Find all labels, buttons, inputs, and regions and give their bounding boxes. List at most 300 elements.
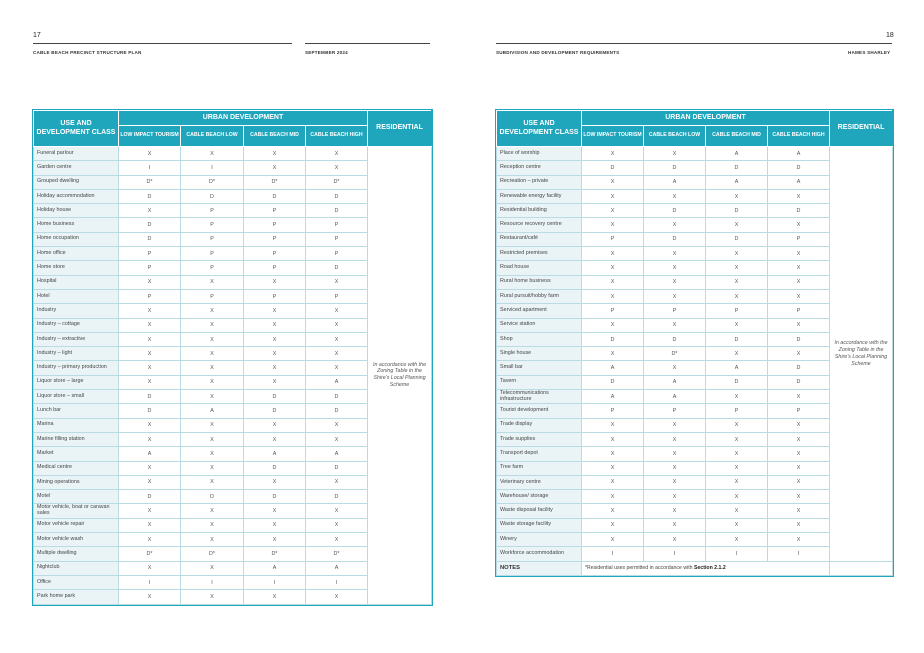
permissibility-cell: I (244, 575, 306, 589)
permissibility-cell: I (119, 575, 181, 589)
header-low-impact-tourism: LOW IMPACT TOURISM (582, 126, 644, 147)
permissibility-cell: X (582, 461, 644, 475)
table-row (497, 147, 893, 161)
permissibility-cell: X (244, 318, 306, 332)
permissibility-cell: X (706, 289, 768, 303)
permissibility-cell: X (582, 347, 644, 361)
permissibility-cell: D (306, 490, 368, 504)
permissibility-cell: X (582, 175, 644, 189)
permissibility-cell: X (181, 432, 244, 446)
permissibility-cell: X (244, 533, 306, 547)
permissibility-cell: D* (306, 175, 368, 189)
running-header-date: SEPTEMBER 2024 (305, 50, 348, 55)
permissibility-cell: D* (244, 547, 306, 561)
use-class-cell: Holiday accommodation (34, 189, 119, 203)
permissibility-cell: P (181, 204, 244, 218)
permissibility-cell: D (644, 232, 706, 246)
permissibility-cell: D (119, 390, 181, 404)
notes-text (582, 561, 830, 575)
zoning-table-left (33, 110, 432, 605)
permissibility-cell: X (244, 361, 306, 375)
permissibility-cell: D (706, 332, 768, 346)
permissibility-cell: X (244, 590, 306, 604)
permissibility-cell: D* (119, 175, 181, 189)
permissibility-cell: X (582, 447, 644, 461)
permissibility-cell: P (306, 247, 368, 261)
permissibility-cell: X (644, 475, 706, 489)
permissibility-cell: P (582, 304, 644, 318)
zoning-table-right (496, 110, 893, 576)
use-class-cell: Shop (497, 332, 582, 346)
permissibility-cell: P (181, 247, 244, 261)
permissibility-cell: X (181, 447, 244, 461)
residential-note: In accordance with the Zoning Table in the Shire's Local Planning Scheme (830, 147, 893, 562)
permissibility-cell: X (181, 275, 244, 289)
use-class-cell: Resource recovery centre (497, 218, 582, 232)
permissibility-cell: P (582, 232, 644, 246)
permissibility-cell: X (582, 189, 644, 203)
permissibility-cell: D (181, 490, 244, 504)
permissibility-cell: X (768, 461, 830, 475)
permissibility-cell: P (706, 304, 768, 318)
permissibility-cell: X (706, 275, 768, 289)
permissibility-cell: P (244, 218, 306, 232)
use-class-cell: Hospital (34, 275, 119, 289)
permissibility-cell: X (119, 361, 181, 375)
permissibility-cell: X (306, 475, 368, 489)
permissibility-cell: X (181, 533, 244, 547)
permissibility-cell: X (644, 361, 706, 375)
permissibility-cell: A (306, 447, 368, 461)
permissibility-cell: D (582, 332, 644, 346)
permissibility-cell: A (768, 175, 830, 189)
permissibility-cell: X (706, 318, 768, 332)
use-class-cell: Place of worship (497, 147, 582, 161)
permissibility-cell: X (306, 304, 368, 318)
use-class-cell: Home business (34, 218, 119, 232)
use-class-cell: Warehouse/ storage (497, 490, 582, 504)
permissibility-cell: X (306, 533, 368, 547)
permissibility-cell: X (181, 375, 244, 389)
use-class-cell: Motor vehicle wash (34, 533, 119, 547)
permissibility-cell: X (181, 418, 244, 432)
permissibility-cell: X (306, 147, 368, 161)
permissibility-cell: X (706, 218, 768, 232)
header-residential: RESIDENTIAL (368, 111, 432, 147)
header-urban-development: URBAN DEVELOPMENT (582, 111, 830, 126)
permissibility-cell: D* (306, 547, 368, 561)
permissibility-cell: X (181, 318, 244, 332)
permissibility-cell: X (306, 275, 368, 289)
permissibility-cell: X (119, 204, 181, 218)
permissibility-cell: X (768, 533, 830, 547)
use-class-cell: Garden centre (34, 161, 119, 175)
use-class-cell: Medical centre (34, 461, 119, 475)
use-class-cell: Workforce accommodation (497, 547, 582, 561)
use-class-cell: Rural pursuit/hobby farm (497, 289, 582, 303)
notes-body: *Residential uses permitted in accordance with (585, 565, 694, 572)
permissibility-cell: X (119, 332, 181, 346)
permissibility-cell: D (582, 375, 644, 389)
permissibility-cell: D (644, 204, 706, 218)
permissibility-cell: P (582, 404, 644, 418)
permissibility-cell: X (582, 533, 644, 547)
permissibility-cell: A (306, 561, 368, 575)
permissibility-cell: X (582, 147, 644, 161)
permissibility-cell: X (582, 432, 644, 446)
use-class-cell: Single house (497, 347, 582, 361)
permissibility-cell: D (244, 461, 306, 475)
permissibility-cell: X (582, 218, 644, 232)
permissibility-cell: X (644, 504, 706, 518)
header-low-impact-tourism: LOW IMPACT TOURISM (119, 126, 181, 147)
running-header-section: SUBDIVISION AND DEVELOPMENT REQUIREMENTS (496, 50, 620, 55)
permissibility-cell: D (306, 204, 368, 218)
use-class-cell: Renewable energy facility (497, 189, 582, 203)
use-class-cell: Home office (34, 247, 119, 261)
header-cable-beach-low: CABLE BEACH LOW (181, 126, 244, 147)
permissibility-cell: D (119, 189, 181, 203)
use-class-cell: Small bar (497, 361, 582, 375)
permissibility-cell: A (706, 361, 768, 375)
permissibility-cell: A (706, 175, 768, 189)
permissibility-cell: D (306, 404, 368, 418)
permissibility-cell: X (244, 347, 306, 361)
permissibility-cell: X (706, 475, 768, 489)
permissibility-cell: P (181, 289, 244, 303)
permissibility-cell: X (244, 275, 306, 289)
permissibility-cell: D (119, 218, 181, 232)
permissibility-cell: X (306, 361, 368, 375)
use-class-cell: Trade display (497, 418, 582, 432)
permissibility-cell: A (706, 147, 768, 161)
use-class-cell: Holiday house (34, 204, 119, 218)
permissibility-cell: A (582, 390, 644, 404)
permissibility-cell: P (244, 247, 306, 261)
header-cable-beach-high: CABLE BEACH HIGH (768, 126, 830, 147)
permissibility-cell: D (306, 261, 368, 275)
permissibility-cell: X (768, 418, 830, 432)
permissibility-cell: X (306, 347, 368, 361)
permissibility-cell: X (582, 518, 644, 532)
permissibility-cell: D (768, 204, 830, 218)
permissibility-cell: D (306, 461, 368, 475)
permissibility-cell: I (768, 547, 830, 561)
permissibility-cell: X (768, 518, 830, 532)
permissibility-cell: X (706, 347, 768, 361)
permissibility-cell: D* (119, 547, 181, 561)
permissibility-cell: X (706, 447, 768, 461)
permissibility-cell: P (644, 404, 706, 418)
permissibility-cell: A (181, 404, 244, 418)
permissibility-cell: I (706, 547, 768, 561)
permissibility-cell: X (306, 504, 368, 518)
permissibility-cell: X (119, 432, 181, 446)
permissibility-cell: D* (181, 547, 244, 561)
permissibility-cell: X (181, 304, 244, 318)
permissibility-cell: X (181, 461, 244, 475)
permissibility-cell: D (244, 404, 306, 418)
use-class-cell: Office (34, 575, 119, 589)
use-class-cell: Telecommunications infrastructure (497, 390, 582, 404)
permissibility-cell: X (644, 218, 706, 232)
use-class-cell: Lunch bar (34, 404, 119, 418)
permissibility-cell: I (582, 547, 644, 561)
use-class-cell: Tavern (497, 375, 582, 389)
permissibility-cell: A (306, 375, 368, 389)
permissibility-cell: X (181, 475, 244, 489)
permissibility-cell: X (244, 504, 306, 518)
use-class-cell: Waste disposal facility (497, 504, 582, 518)
use-class-cell: Grouped dwelling (34, 175, 119, 189)
permissibility-cell: X (306, 590, 368, 604)
permissibility-cell: D (181, 189, 244, 203)
permissibility-cell: A (768, 147, 830, 161)
permissibility-cell: X (644, 275, 706, 289)
permissibility-cell: X (119, 461, 181, 475)
use-class-cell: Industry – cottage (34, 318, 119, 332)
permissibility-cell: D (706, 375, 768, 389)
use-class-cell: Recreation – private (497, 175, 582, 189)
permissibility-cell: X (119, 418, 181, 432)
permissibility-cell: X (181, 504, 244, 518)
permissibility-cell: X (181, 361, 244, 375)
permissibility-cell: X (119, 275, 181, 289)
permissibility-cell: X (706, 461, 768, 475)
table-row (34, 147, 432, 161)
use-class-cell: Funeral parlour (34, 147, 119, 161)
permissibility-cell: X (582, 504, 644, 518)
permissibility-cell: I (119, 161, 181, 175)
permissibility-cell: D* (244, 175, 306, 189)
permissibility-cell: D (644, 332, 706, 346)
permissibility-cell: D (582, 161, 644, 175)
use-class-cell: Motor vehicle repair (34, 518, 119, 532)
permissibility-cell: X (244, 304, 306, 318)
permissibility-cell: X (644, 147, 706, 161)
permissibility-cell: P (706, 404, 768, 418)
permissibility-cell: X (644, 418, 706, 432)
use-class-cell: Liquor store – large (34, 375, 119, 389)
use-class-cell: Liquor store – small (34, 390, 119, 404)
permissibility-cell: X (706, 504, 768, 518)
use-class-cell: Residential building (497, 204, 582, 218)
permissibility-cell: X (768, 189, 830, 203)
permissibility-cell: X (306, 418, 368, 432)
header-rule-right (496, 43, 892, 44)
use-class-cell: Tree farm (497, 461, 582, 475)
permissibility-cell: I (181, 161, 244, 175)
permissibility-cell: D* (181, 175, 244, 189)
notes-residential-blank (830, 561, 893, 575)
header-cable-beach-mid: CABLE BEACH MID (706, 126, 768, 147)
permissibility-cell: X (768, 275, 830, 289)
permissibility-cell: X (768, 475, 830, 489)
permissibility-cell: X (768, 447, 830, 461)
permissibility-cell: D (768, 361, 830, 375)
permissibility-cell: X (706, 390, 768, 404)
use-class-cell: Reception centre (497, 161, 582, 175)
permissibility-cell: X (768, 247, 830, 261)
permissibility-cell: X (706, 490, 768, 504)
residential-note: In accordance with the Zoning Table in the Shire's Local Planning Scheme (368, 147, 432, 605)
permissibility-cell: X (306, 318, 368, 332)
permissibility-cell: A (644, 175, 706, 189)
permissibility-cell: D (244, 490, 306, 504)
permissibility-cell: X (706, 432, 768, 446)
permissibility-cell: I (181, 575, 244, 589)
running-header-author: HAMES SHARLEY (848, 50, 891, 55)
permissibility-cell: X (582, 289, 644, 303)
use-class-cell: Road house (497, 261, 582, 275)
permissibility-cell: X (244, 518, 306, 532)
header-residential: RESIDENTIAL (830, 111, 893, 147)
permissibility-cell: X (582, 318, 644, 332)
use-class-cell: Home store (34, 261, 119, 275)
page-number-right: 18 (886, 32, 894, 39)
use-class-cell: Veterinary centre (497, 475, 582, 489)
permissibility-cell: X (768, 504, 830, 518)
permissibility-cell: X (644, 189, 706, 203)
use-class-cell: Marina (34, 418, 119, 432)
use-class-cell: Waste storage facility (497, 518, 582, 532)
use-class-cell: Nightclub (34, 561, 119, 575)
permissibility-cell: X (768, 390, 830, 404)
permissibility-cell: X (644, 533, 706, 547)
permissibility-cell: A (244, 447, 306, 461)
permissibility-cell: X (119, 304, 181, 318)
running-header-title: CABLE BEACH PRECINCT STRUCTURE PLAN (33, 50, 142, 55)
permissibility-cell: A (582, 361, 644, 375)
permissibility-cell: D (119, 490, 181, 504)
permissibility-cell: X (582, 490, 644, 504)
permissibility-cell: D (768, 161, 830, 175)
use-class-cell: Park home park (34, 590, 119, 604)
permissibility-cell: D (119, 232, 181, 246)
permissibility-cell: A (644, 375, 706, 389)
permissibility-cell: P (119, 247, 181, 261)
permissibility-cell: X (706, 418, 768, 432)
permissibility-cell: P (244, 232, 306, 246)
permissibility-cell: X (768, 432, 830, 446)
permissibility-cell: D (768, 375, 830, 389)
permissibility-cell: X (582, 275, 644, 289)
permissibility-cell: X (181, 590, 244, 604)
notes-section-ref: Section 2.1.2 (694, 565, 726, 572)
permissibility-cell: D (244, 189, 306, 203)
permissibility-cell: X (119, 375, 181, 389)
use-class-cell: Service station (497, 318, 582, 332)
permissibility-cell: X (244, 375, 306, 389)
header-rule-left-2 (305, 43, 430, 44)
permissibility-cell: X (306, 432, 368, 446)
header-use-class: USE AND DEVELOPMENT CLASS (34, 111, 119, 147)
permissibility-cell: X (244, 475, 306, 489)
permissibility-cell: X (119, 590, 181, 604)
use-class-cell: Mining operations (34, 475, 119, 489)
permissibility-cell: X (706, 533, 768, 547)
permissibility-cell: X (768, 347, 830, 361)
permissibility-cell: I (644, 547, 706, 561)
permissibility-cell: X (644, 432, 706, 446)
permissibility-cell: X (768, 490, 830, 504)
use-class-cell: Motor vehicle, boat or caravan sales (34, 504, 119, 518)
permissibility-cell: X (306, 161, 368, 175)
permissibility-cell: P (306, 289, 368, 303)
permissibility-cell: X (644, 490, 706, 504)
use-class-cell: Industry – light (34, 347, 119, 361)
permissibility-cell: X (119, 147, 181, 161)
use-class-cell: Industry (34, 304, 119, 318)
permissibility-cell: D (644, 161, 706, 175)
header-cable-beach-high: CABLE BEACH HIGH (306, 126, 368, 147)
permissibility-cell: A (644, 390, 706, 404)
permissibility-cell: P (244, 261, 306, 275)
permissibility-cell: P (244, 289, 306, 303)
permissibility-cell: X (582, 475, 644, 489)
header-urban-development: URBAN DEVELOPMENT (119, 111, 368, 126)
permissibility-cell: X (119, 347, 181, 361)
permissibility-cell: P (119, 289, 181, 303)
use-class-cell: Tourist development (497, 404, 582, 418)
header-use-class: USE AND DEVELOPMENT CLASS (497, 111, 582, 147)
permissibility-cell: P (768, 304, 830, 318)
permissibility-cell: X (706, 518, 768, 532)
permissibility-cell: X (244, 332, 306, 346)
permissibility-cell: P (306, 218, 368, 232)
permissibility-cell: X (119, 318, 181, 332)
permissibility-cell: P (644, 304, 706, 318)
permissibility-cell: P (768, 232, 830, 246)
use-class-cell: Serviced apartment (497, 304, 582, 318)
permissibility-cell: X (582, 418, 644, 432)
permissibility-cell: D (706, 232, 768, 246)
permissibility-cell: D (706, 161, 768, 175)
header-cable-beach-mid: CABLE BEACH MID (244, 126, 306, 147)
use-class-cell: Hotel (34, 289, 119, 303)
permissibility-cell: D* (644, 347, 706, 361)
use-class-cell: Industry – extractive (34, 332, 119, 346)
use-class-cell: Market (34, 447, 119, 461)
permissibility-cell: X (582, 247, 644, 261)
permissibility-cell: X (244, 147, 306, 161)
permissibility-cell: X (181, 518, 244, 532)
use-class-cell: Rural home business (497, 275, 582, 289)
permissibility-cell: D (706, 204, 768, 218)
permissibility-cell: X (768, 218, 830, 232)
use-class-cell: Industry – primary production (34, 361, 119, 375)
permissibility-cell: X (244, 432, 306, 446)
permissibility-cell: X (644, 318, 706, 332)
permissibility-cell: X (181, 561, 244, 575)
permissibility-cell: X (706, 247, 768, 261)
permissibility-cell: P (119, 261, 181, 275)
permissibility-cell: X (582, 204, 644, 218)
permissibility-cell: X (119, 504, 181, 518)
permissibility-cell: P (181, 232, 244, 246)
permissibility-cell: X (644, 447, 706, 461)
use-class-cell: Home occupation (34, 232, 119, 246)
permissibility-cell: X (644, 461, 706, 475)
permissibility-cell: X (706, 261, 768, 275)
header-rule-left (33, 43, 292, 44)
permissibility-cell: I (306, 575, 368, 589)
use-class-cell: Marine filling station (34, 432, 119, 446)
permissibility-cell: X (582, 261, 644, 275)
notes-row (497, 561, 893, 575)
use-class-cell: Restricted premises (497, 247, 582, 261)
permissibility-cell: X (181, 147, 244, 161)
